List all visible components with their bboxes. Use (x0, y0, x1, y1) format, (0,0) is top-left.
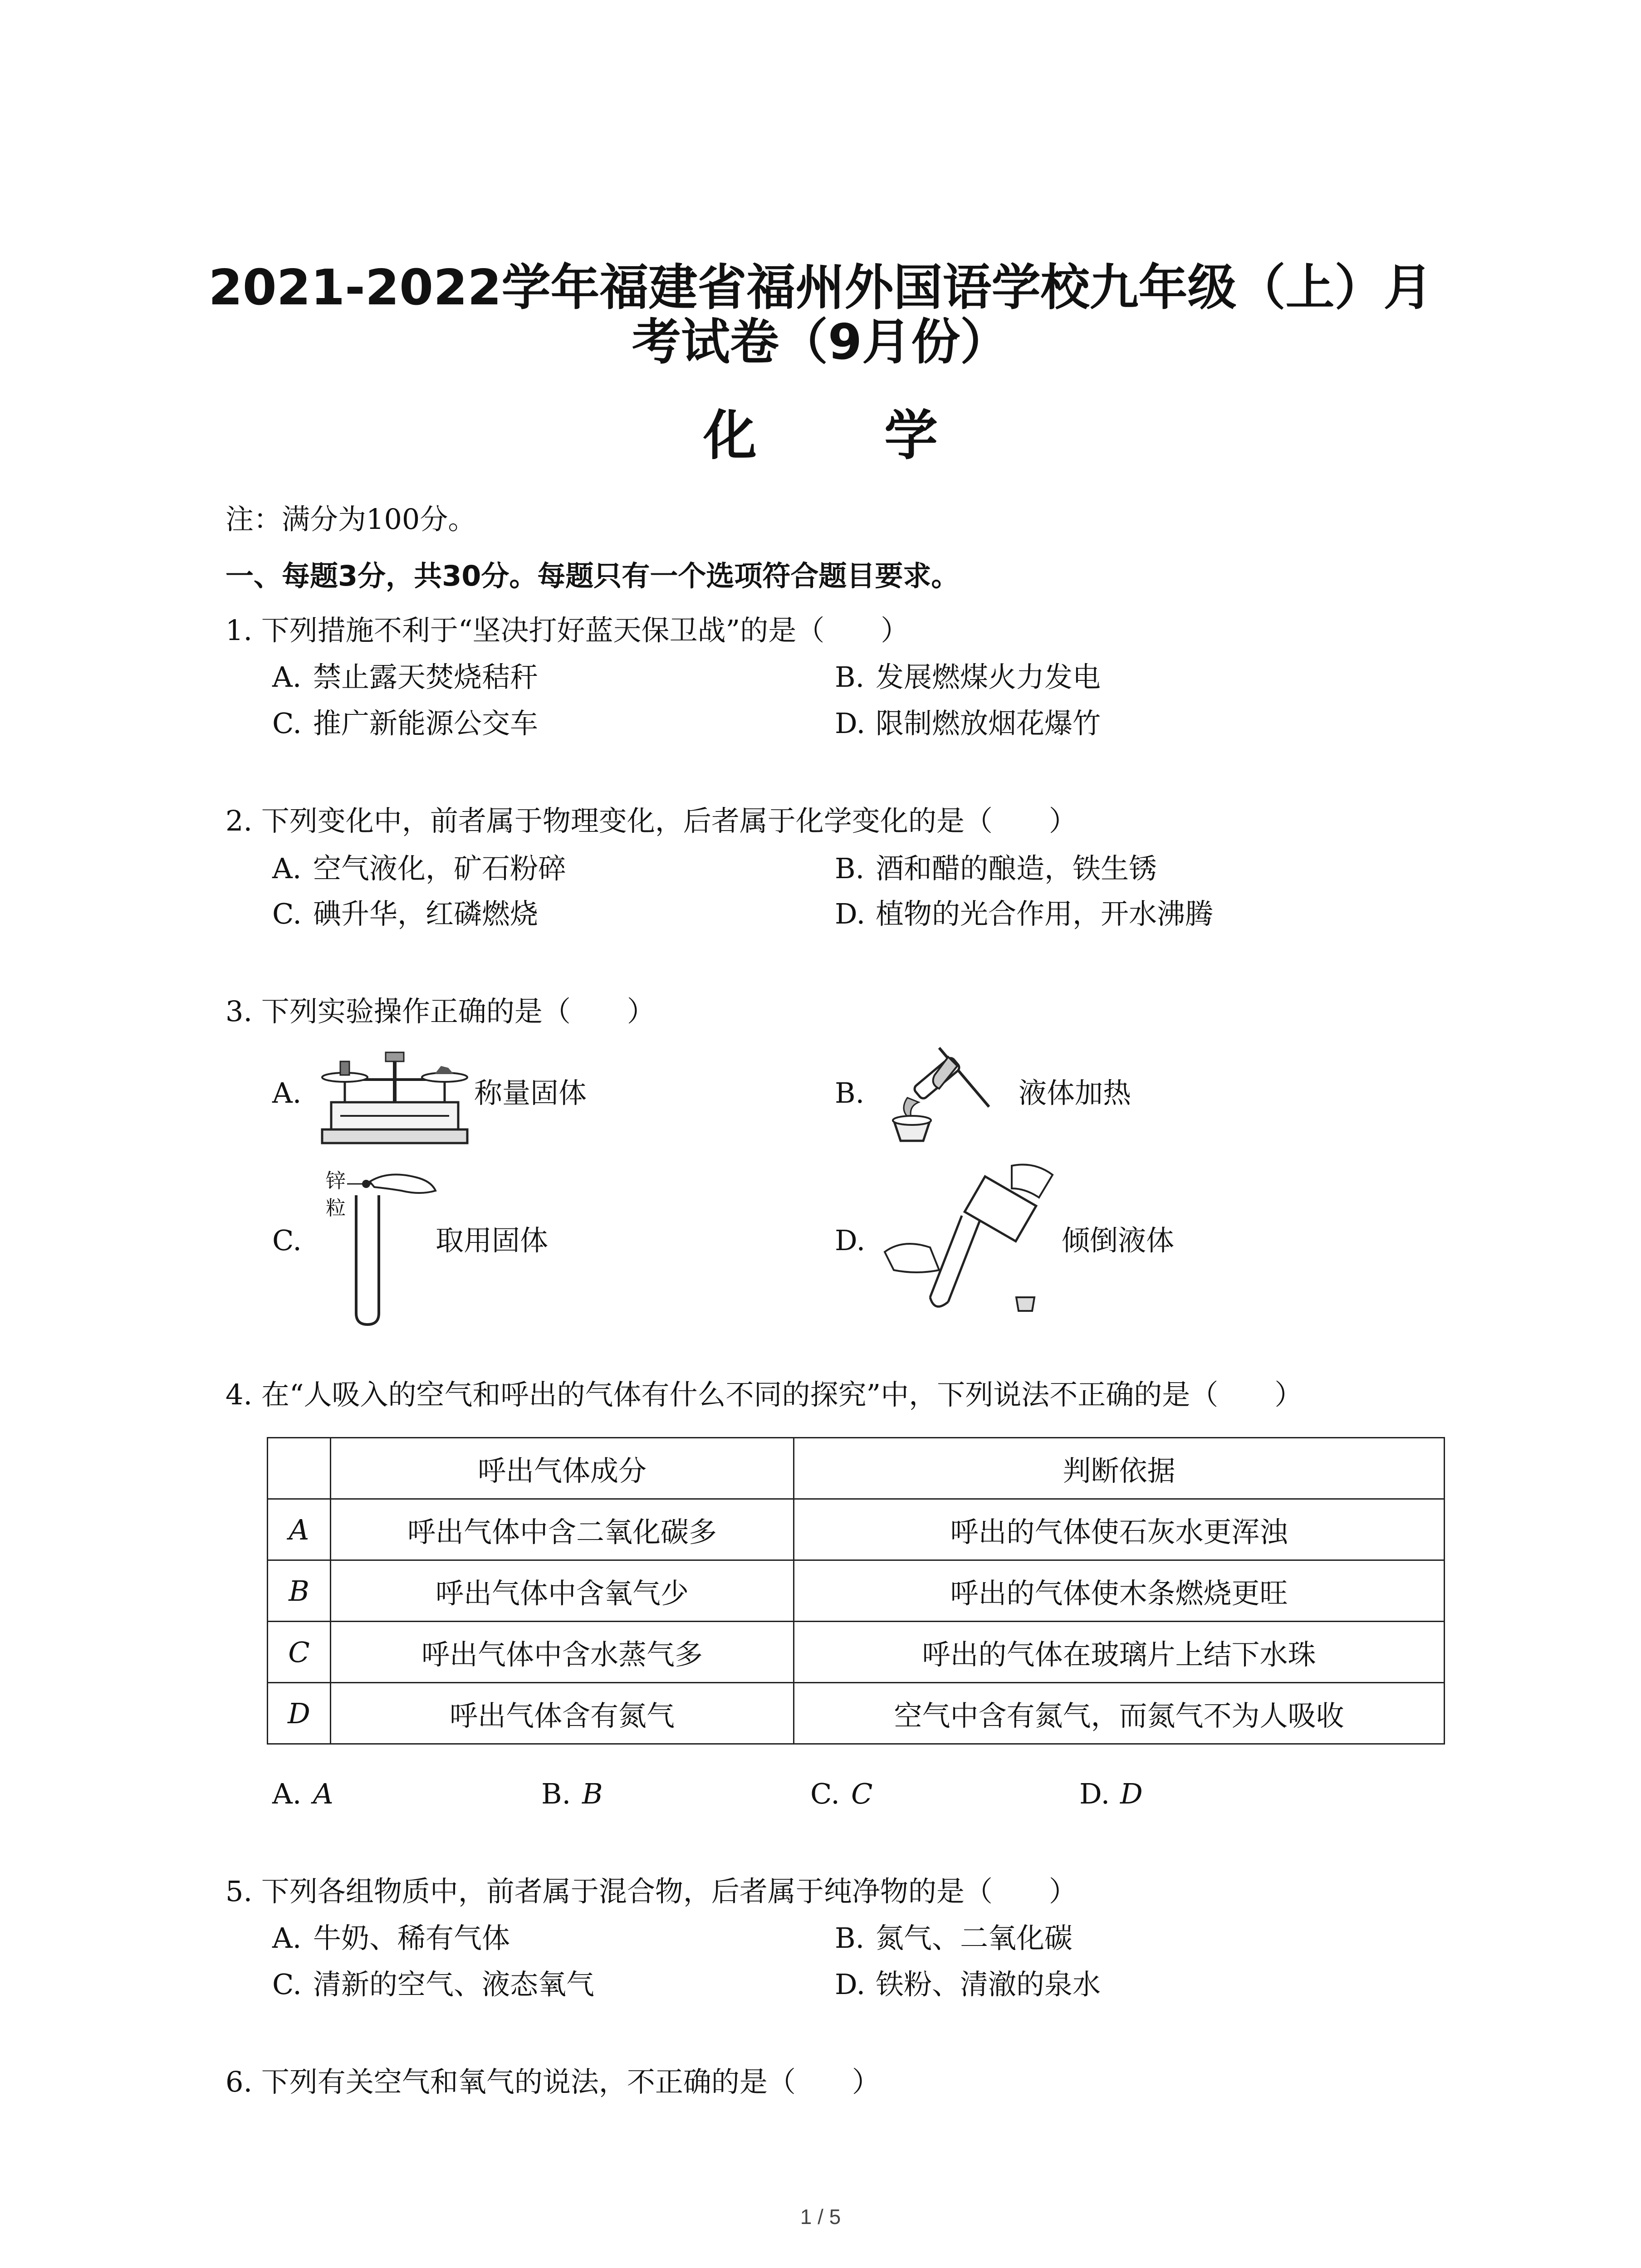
question-5-option-c: C. 清新的空气、液态氧气 (272, 1968, 595, 2001)
table-row (268, 1499, 1445, 1560)
page-number: 1 / 5 (800, 2205, 841, 2229)
question-3-option-d-text: 倾倒液体 (1062, 1224, 1175, 1257)
exam-title-line1: 2021-2022学年福建省福州外国语学校九年级（上）月 (208, 259, 1433, 316)
table-header-cell (268, 1438, 331, 1499)
question-6-stem: 6. 下列有关空气和氧气的说法，不正确的是（ ） (225, 2065, 880, 2098)
zinc-granule-label-2: 粒 (326, 1197, 346, 1220)
question-2-option-c: C. 碘升华，红磷燃烧 (272, 897, 539, 930)
table-cell: 空气中含有氮气，而氮气不为人吸收 (794, 1683, 1445, 1744)
question-3-option-b-letter: B. (835, 1076, 865, 1110)
question-1-option-b: B. 发展燃煤火力发电 (835, 660, 1101, 694)
question-3-option-d-letter: D. (835, 1224, 866, 1257)
question-2-option-a: A. 空气液化，矿石粉碎 (272, 852, 567, 885)
table-cell: 呼出的气体使石灰水更浑浊 (794, 1499, 1445, 1560)
question-3-option-b-text: 液体加热 (1019, 1076, 1132, 1110)
question-3-stem: 3. 下列实验操作正确的是（ ） (225, 995, 655, 1028)
question-1-stem: 1. 下列措施不利于“坚决打好蓝天保卫战”的是（ ） (225, 614, 909, 647)
question-1-option-a: A. 禁止露天焚烧秸秆 (272, 660, 539, 694)
zinc-granule-label-1: 锌 (326, 1169, 346, 1193)
question-1-option-c: C. 推广新能源公交车 (272, 707, 539, 740)
table-cell: 呼出气体含有氮气 (331, 1683, 794, 1744)
pouring-liquid-illustration (876, 1161, 1057, 1329)
question-2-stem: 2. 下列变化中，前者属于物理变化，后者属于化学变化的是（ ） (225, 804, 1077, 837)
question-4-table (267, 1437, 1445, 1745)
question-3-option-c-letter: C. (272, 1224, 302, 1257)
question-5-option-b: B. 氮气、二氧化碳 (835, 1921, 1073, 1955)
question-4-stem: 4. 在“人吸入的空气和呼出的气体有什么不同的探究”中，下列说法不正确的是（ ） (225, 1378, 1303, 1411)
question-3-option-c-text: 取用固体 (436, 1224, 549, 1257)
balance-scale-illustration (318, 1043, 472, 1148)
table-row (268, 1683, 1445, 1744)
table-cell: A (268, 1499, 331, 1560)
question-5-option-a: A. 牛奶、稀有气体 (272, 1921, 510, 1955)
table-cell: 呼出气体中含二氧化碳多 (331, 1499, 794, 1560)
question-2-option-d: D. 植物的光合作用，开水沸腾 (835, 897, 1214, 930)
table-header-cell: 呼出气体成分 (331, 1438, 794, 1499)
question-4-option-d: D. D (1079, 1777, 1143, 1810)
question-4-option-b: B. B (541, 1777, 603, 1810)
table-cell: 呼出的气体在玻璃片上结下水珠 (794, 1622, 1445, 1683)
question-5-option-d: D. 铁粉、清澈的泉水 (835, 1968, 1101, 2001)
table-cell: 呼出的气体使木条燃烧更旺 (794, 1560, 1445, 1622)
table-cell: 呼出气体中含氧气少 (331, 1560, 794, 1622)
section-heading: 一、每题3分，共30分。每题只有一个选项符合题目要求。 (225, 559, 960, 592)
table-row (268, 1560, 1445, 1622)
table-row (268, 1622, 1445, 1683)
question-3-option-a-text: 称量固体 (474, 1076, 587, 1110)
test-tube-zinc-illustration (347, 1168, 438, 1331)
question-1-option-d: D. 限制燃放烟花爆竹 (835, 707, 1101, 740)
table-cell: D (268, 1683, 331, 1744)
table-cell: B (268, 1560, 331, 1622)
question-4-option-c: C. C (810, 1777, 873, 1810)
table-header-row (268, 1438, 1445, 1499)
exam-title-line2: 考试卷（9月份） (632, 314, 1009, 371)
question-5-stem: 5. 下列各组物质中，前者属于混合物，后者属于纯净物的是（ ） (225, 1875, 1077, 1908)
table-header-cell: 判断依据 (794, 1438, 1445, 1499)
table-cell: 呼出气体中含水蒸气多 (331, 1622, 794, 1683)
liquid-heating-illustration (880, 1039, 1016, 1148)
question-4-option-a: A. A (272, 1777, 333, 1810)
question-2-option-b: B. 酒和醋的酿造，铁生锈 (835, 852, 1157, 885)
table-cell: C (268, 1622, 331, 1683)
question-3-option-a-letter: A. (272, 1076, 302, 1110)
score-note: 注：满分为100分。 (225, 503, 476, 536)
subject-heading: 化 学 (703, 404, 993, 467)
